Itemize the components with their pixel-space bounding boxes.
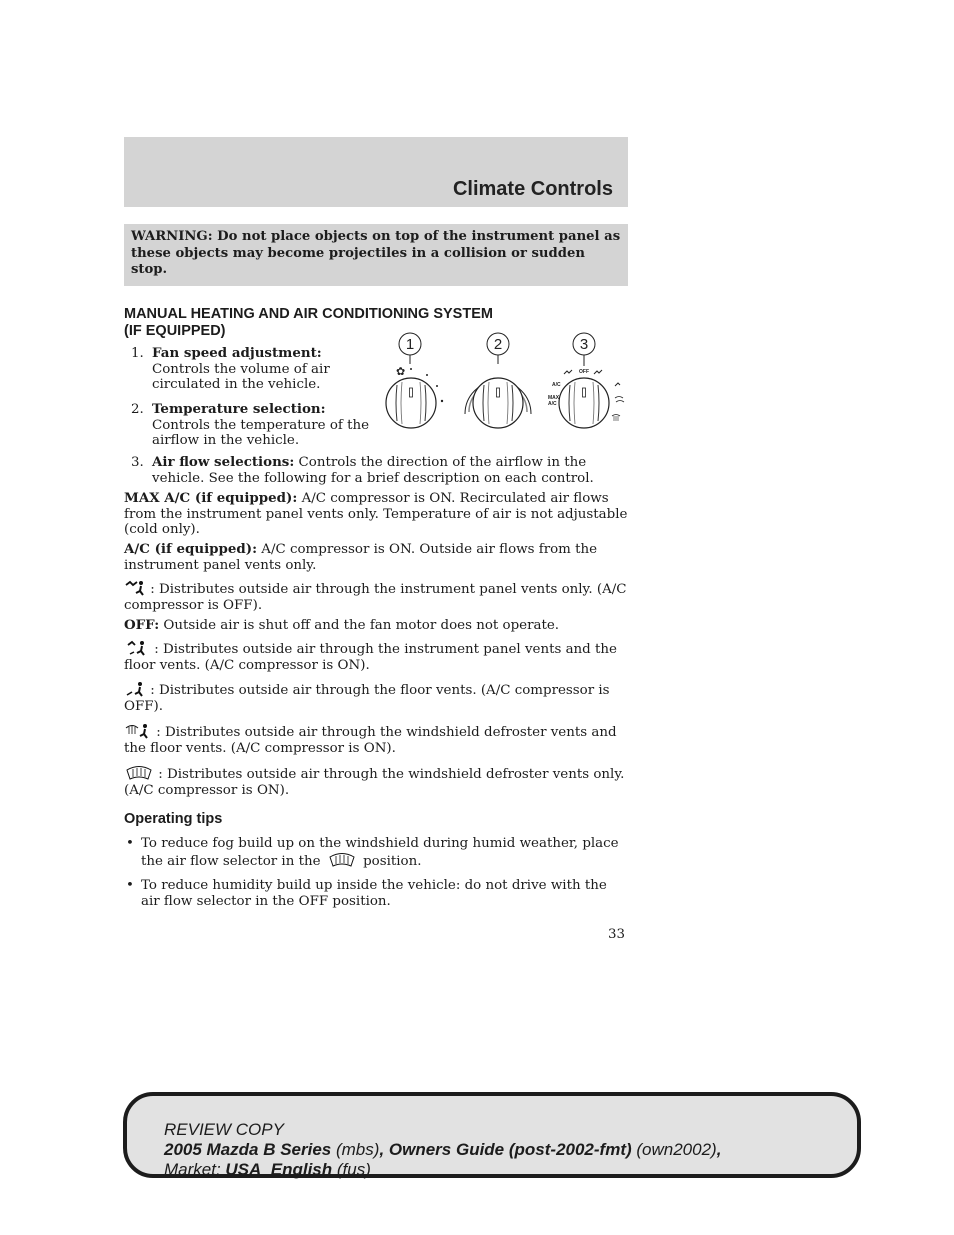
tip-1-line1: To reduce fog build up on the windshield during humid weather, place [141, 836, 619, 851]
tip-1-line2: the air flow selector in the [141, 853, 321, 869]
floor-defrost-icon [615, 397, 624, 403]
item-number-3: 3. [131, 455, 144, 470]
item-temperature [152, 402, 377, 449]
item-number-1: 1. [131, 346, 144, 361]
warning-box [124, 224, 628, 286]
market-code: (fus) [332, 1160, 371, 1179]
model-code: (mbs) [331, 1140, 380, 1159]
air-flow-knob [548, 369, 624, 428]
item-title: Fan speed adjustment: [152, 345, 322, 361]
panel-vent-icon [564, 370, 572, 374]
guide-name: Owners Guide (post-2002-fmt) [388, 1140, 632, 1159]
mode-description: A/C compressor is ON. Recirculated air flows from the instrument panel vents only. Temperature of air is not adjustable (cold only). [124, 491, 628, 537]
mode-description: : Distributes outside air through the windshield defroster vents only. (A/C compressor is ON). [124, 767, 625, 798]
review-label: REVIEW COPY [164, 1120, 284, 1139]
callout-3 [573, 333, 595, 366]
tip-1 [124, 836, 628, 869]
item-air-flow [152, 455, 628, 486]
knob-label-ac: A/C [552, 382, 561, 388]
panel-floor-icon [594, 370, 602, 374]
floor-vent-icon [124, 681, 146, 697]
mode-label: A/C (if equipped): [124, 541, 258, 557]
callout-3-number: 3 [579, 336, 589, 353]
footer-text [164, 1120, 721, 1180]
panel-floor-icon [124, 640, 150, 656]
mode-ac [124, 542, 628, 573]
operating-tips-heading: Operating tips [124, 811, 223, 827]
chapter-header [124, 137, 628, 207]
model-name: 2005 Mazda B Series [164, 1140, 332, 1159]
mode-floor-defrost [124, 723, 628, 756]
callout-1 [399, 333, 421, 364]
page-number: 33 [608, 927, 626, 942]
mode-label: MAX A/C (if equipped): [124, 490, 298, 506]
item-line: airflow in the vehicle. [152, 433, 300, 448]
floor-defrost-icon [124, 723, 152, 739]
defrost-icon [124, 765, 154, 781]
mode-defrost [124, 765, 628, 798]
bullet: • [126, 836, 134, 851]
knob-label-max: MAX [548, 395, 560, 401]
climate-control-illustration [378, 330, 630, 432]
tip-2-line2: air flow selector in the OFF position. [141, 893, 391, 909]
mode-panel [124, 580, 628, 613]
item-line: circulated in the vehicle. [152, 377, 321, 392]
item-line: vehicle. See the following for a brief description on each control. [152, 470, 594, 486]
section-heading-line2: (IF EQUIPPED) [124, 323, 226, 339]
callout-2 [487, 333, 509, 364]
mode-description: : Distributes outside air through the windshield defroster vents and the floor vents. (A/C compressor is ON). [124, 725, 617, 756]
warning-text: WARNING: Do not place objects on top of the instrument panel as these objects may become projectiles in a collision or sudden stop. [131, 229, 621, 277]
knob-label-off: OFF [579, 369, 589, 375]
mode-description: Outside air is shut off and the fan motor does not operate. [159, 618, 560, 633]
item-line: Controls the direction of the airflow in the [294, 455, 587, 470]
temperature-knob [465, 378, 531, 428]
mode-label: OFF: [124, 617, 160, 633]
callout-2-number: 2 [493, 336, 503, 353]
item-title: Air flow selections: [152, 454, 295, 470]
defrost-icon [612, 415, 620, 422]
tip-1-line3: position. [363, 853, 422, 869]
separator: , [379, 1140, 389, 1159]
item-fan-speed [152, 346, 377, 393]
mode-description: : Distributes outside air through the instrument panel vents and the floor vents. (A/C compressor is ON). [124, 642, 617, 673]
separator: , [716, 1140, 722, 1159]
tip-2 [124, 878, 628, 909]
fan-icon: ✿ [396, 365, 406, 378]
item-number-2: 2. [131, 402, 144, 417]
mode-max-ac [124, 491, 628, 538]
mode-panel-floor [124, 640, 628, 673]
guide-code: (own2002) [631, 1140, 717, 1159]
panel-vent-icon [124, 580, 146, 596]
market-name: USA_English [225, 1160, 333, 1179]
bullet: • [126, 878, 134, 893]
mode-off [124, 618, 628, 634]
review-copy-footer [123, 1092, 861, 1178]
defrost-icon [325, 852, 359, 868]
mode-floor [124, 681, 628, 714]
chapter-title: Climate Controls [452, 178, 613, 200]
item-line: Controls the volume of air [152, 361, 330, 377]
market-label: Market: [164, 1160, 226, 1179]
tip-2-line1: To reduce humidity build up inside the vehicle: do not drive with the [141, 878, 607, 893]
fan-speed-knob [386, 365, 443, 428]
item-line: Controls the temperature of the [152, 417, 370, 433]
section-heading-line1: MANUAL HEATING AND AIR CONDITIONING SYSTEM [124, 306, 493, 322]
mode-description: : Distributes outside air through the instrument panel vents only. (A/C compressor is OFF). [124, 582, 627, 613]
mode-description: : Distributes outside air through the floor vents. (A/C compressor is OFF). [124, 683, 610, 714]
callout-1-number: 1 [405, 336, 415, 353]
item-title: Temperature selection: [152, 401, 326, 417]
floor-vent-icon [615, 383, 620, 386]
mode-description: A/C compressor is ON. Outside air flows from the instrument panel vents only. [124, 542, 598, 573]
knob-label-max-ac: A/C [548, 401, 557, 407]
